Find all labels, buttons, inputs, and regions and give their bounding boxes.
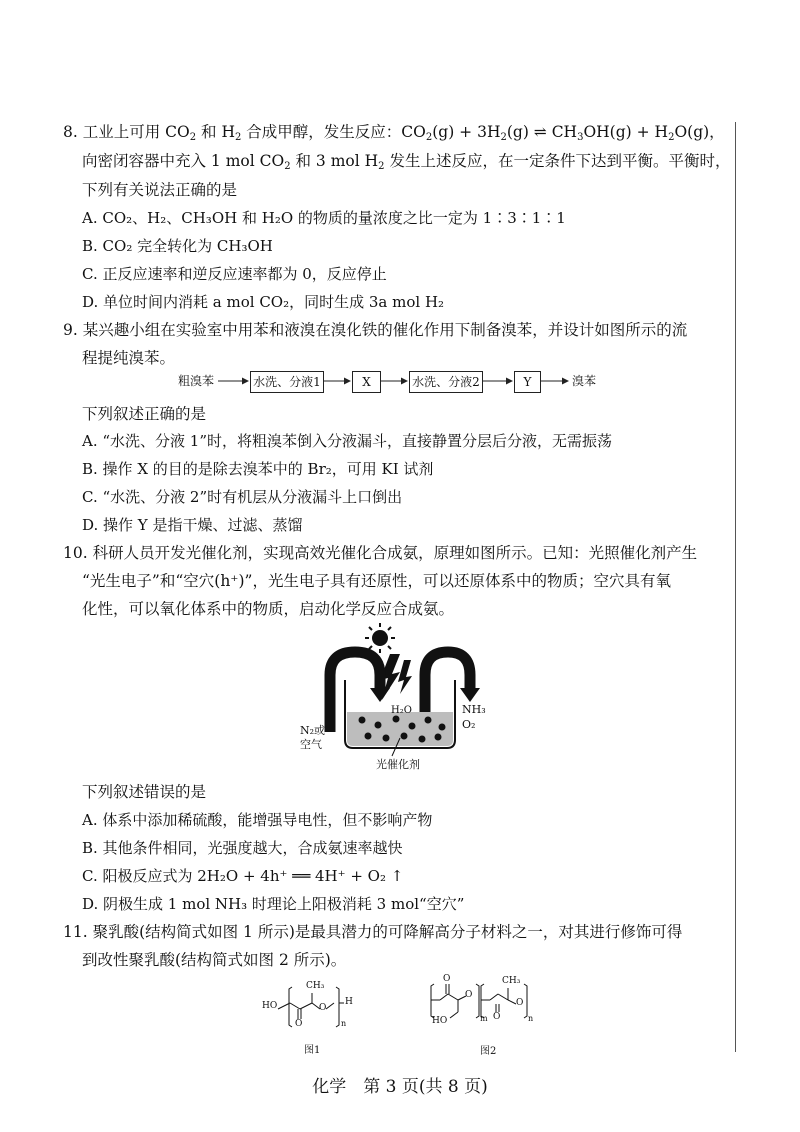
q10-line3: 化性，可以氧化体系中的物质，启动化学反应合成氨。 bbox=[82, 600, 455, 618]
margin-line bbox=[735, 122, 736, 1052]
q8-option-c: C. 正反应速率和逆反应速率都为 0，反应停止 bbox=[82, 265, 387, 283]
fig2-o2: O bbox=[516, 998, 524, 1008]
q10-option-d: D. 阴极生成 1 mol NH₃ 时理论上阳极消耗 3 mol“空穴” bbox=[82, 895, 465, 913]
q9-line1: 9. 某兴趣小组在实验室中用苯和液溴在溴化铁的催化作用下制备溴苯，并设计如图所示的流 bbox=[63, 321, 688, 339]
fig1-o-double: O bbox=[295, 1019, 303, 1029]
figure2-svg bbox=[424, 970, 544, 1040]
figure1-structure bbox=[262, 975, 362, 1055]
q11-line1: 11. 聚乳酸(结构简式如图 1 所示)是最具潜力的可降解高分子材料之一，对其进行修饰可得 bbox=[63, 923, 683, 941]
fig2-m: m bbox=[480, 1014, 488, 1023]
inflow-label bbox=[300, 724, 325, 752]
flow-box-x: X bbox=[352, 371, 381, 393]
q9-line2: 程提纯溴苯。 bbox=[82, 349, 176, 367]
fig2-ho: HO bbox=[432, 1016, 448, 1026]
q10-prompt: 下列叙述错误的是 bbox=[82, 783, 207, 801]
q8-line2: 向密闭容器中充入 1 mol $CO_2$ 和 3 mol $H_2$ 发生上述反应，在一定条件下达到平衡。平衡时， bbox=[82, 152, 731, 172]
fig1-ho: HO bbox=[262, 1001, 278, 1011]
photocatalysis-diagram bbox=[300, 620, 500, 770]
q9-option-c: C. “水洗、分液 2”时有机层从分液漏斗上口倒出 bbox=[82, 488, 403, 506]
fig2-o-top: O bbox=[443, 974, 451, 984]
q9-prompt: 下列叙述正确的是 bbox=[82, 405, 207, 423]
fig1-n: n bbox=[341, 1019, 347, 1028]
inflow-label-bottom: 空气 bbox=[300, 738, 322, 751]
q10-option-a: A. 体系中添加稀硫酸，能增强导电性，但不影响产物 bbox=[82, 811, 433, 829]
sun-icon bbox=[365, 623, 395, 653]
q11-line2: 到改性聚乳酸(结构简式如图 2 所示)。 bbox=[82, 951, 347, 969]
fig2-o-double: O bbox=[493, 1012, 501, 1022]
flow-box-wash2: 水洗、分液2 bbox=[409, 371, 483, 393]
catalyst-label: 光催化剂 bbox=[376, 758, 420, 771]
flow-box-wash1: 水洗、分液1 bbox=[250, 371, 324, 393]
purification-flowchart bbox=[178, 368, 618, 394]
q9-option-d: D. 操作 Y 是指干燥、过滤、蒸馏 bbox=[82, 516, 303, 534]
outflow-label-top: NH₃ bbox=[462, 703, 486, 716]
flow-box-y: Y bbox=[514, 371, 541, 393]
fig2-ch3: CH₃ bbox=[502, 976, 521, 986]
photocatalysis-svg bbox=[300, 620, 500, 770]
water-label: H₂O bbox=[391, 705, 412, 716]
outflow-label bbox=[462, 702, 486, 732]
q10-option-b: B. 其他条件相同，光强度越大，合成氨速率越快 bbox=[82, 839, 403, 857]
q8-option-a: A. CO₂、H₂、CH₃OH 和 H₂O 的物质的量浓度之比一定为 1∶3∶1∶1 bbox=[82, 209, 566, 227]
page-footer: 化学 第 3 页(共 8 页) bbox=[312, 1077, 488, 1097]
figure2-structure bbox=[424, 970, 544, 1056]
q9-option-a: A. “水洗、分液 1”时，将粗溴苯倒入分液漏斗，直接静置分层后分液，无需振荡 bbox=[82, 432, 613, 450]
q8-option-d: D. 单位时间内消耗 a mol CO₂，同时生成 3a mol H₂ bbox=[82, 293, 445, 311]
figure1-caption: 图1 bbox=[304, 1045, 321, 1056]
figure2-caption: 图2 bbox=[480, 1046, 497, 1057]
q9-option-b: B. 操作 X 的目的是除去溴苯中的 Br₂，可用 KI 试剂 bbox=[82, 460, 434, 478]
q10-line2: “光生电子”和“空穴(h⁺)”，光生电子具有还原性，可以还原体系中的物质；空穴具有氧 bbox=[82, 572, 671, 590]
outflow-label-bottom: O₂ bbox=[462, 718, 476, 731]
fig1-o-ring: O bbox=[319, 1003, 327, 1013]
flow-end-label: 溴苯 bbox=[572, 374, 597, 388]
fig2-o1: O bbox=[465, 990, 473, 1000]
fig2-n: n bbox=[528, 1014, 534, 1023]
q10-option-c: C. 阳极反应式为 2H₂O + 4h⁺ ══ 4H⁺ + O₂ ↑ bbox=[82, 867, 404, 885]
inflow-label-top: N₂或 bbox=[300, 724, 326, 737]
q8-prompt: 下列有关说法正确的是 bbox=[82, 181, 238, 199]
light-bolt-icon bbox=[398, 660, 412, 694]
q8-line1: 8. 工业上可用 $CO_2$ 和 $H_2$ 合成甲醇，发生反应：$CO_2(g) + 3H_2(g)$ ⇌ $CH_3OH(g) + H_2O(g)$， bbox=[63, 123, 725, 143]
fig1-h: H bbox=[345, 997, 353, 1007]
flow-arrows bbox=[178, 368, 618, 394]
q8-option-b: B. CO₂ 完全转化为 CH₃OH bbox=[82, 237, 273, 255]
q10-line1: 10. 科研人员开发光催化剂，实现高效光催化合成氨，原理如图所示。已知：光照催化剂产生 bbox=[63, 544, 698, 562]
flow-start-label: 粗溴苯 bbox=[178, 374, 215, 388]
fig1-ch3: CH₃ bbox=[306, 981, 325, 991]
